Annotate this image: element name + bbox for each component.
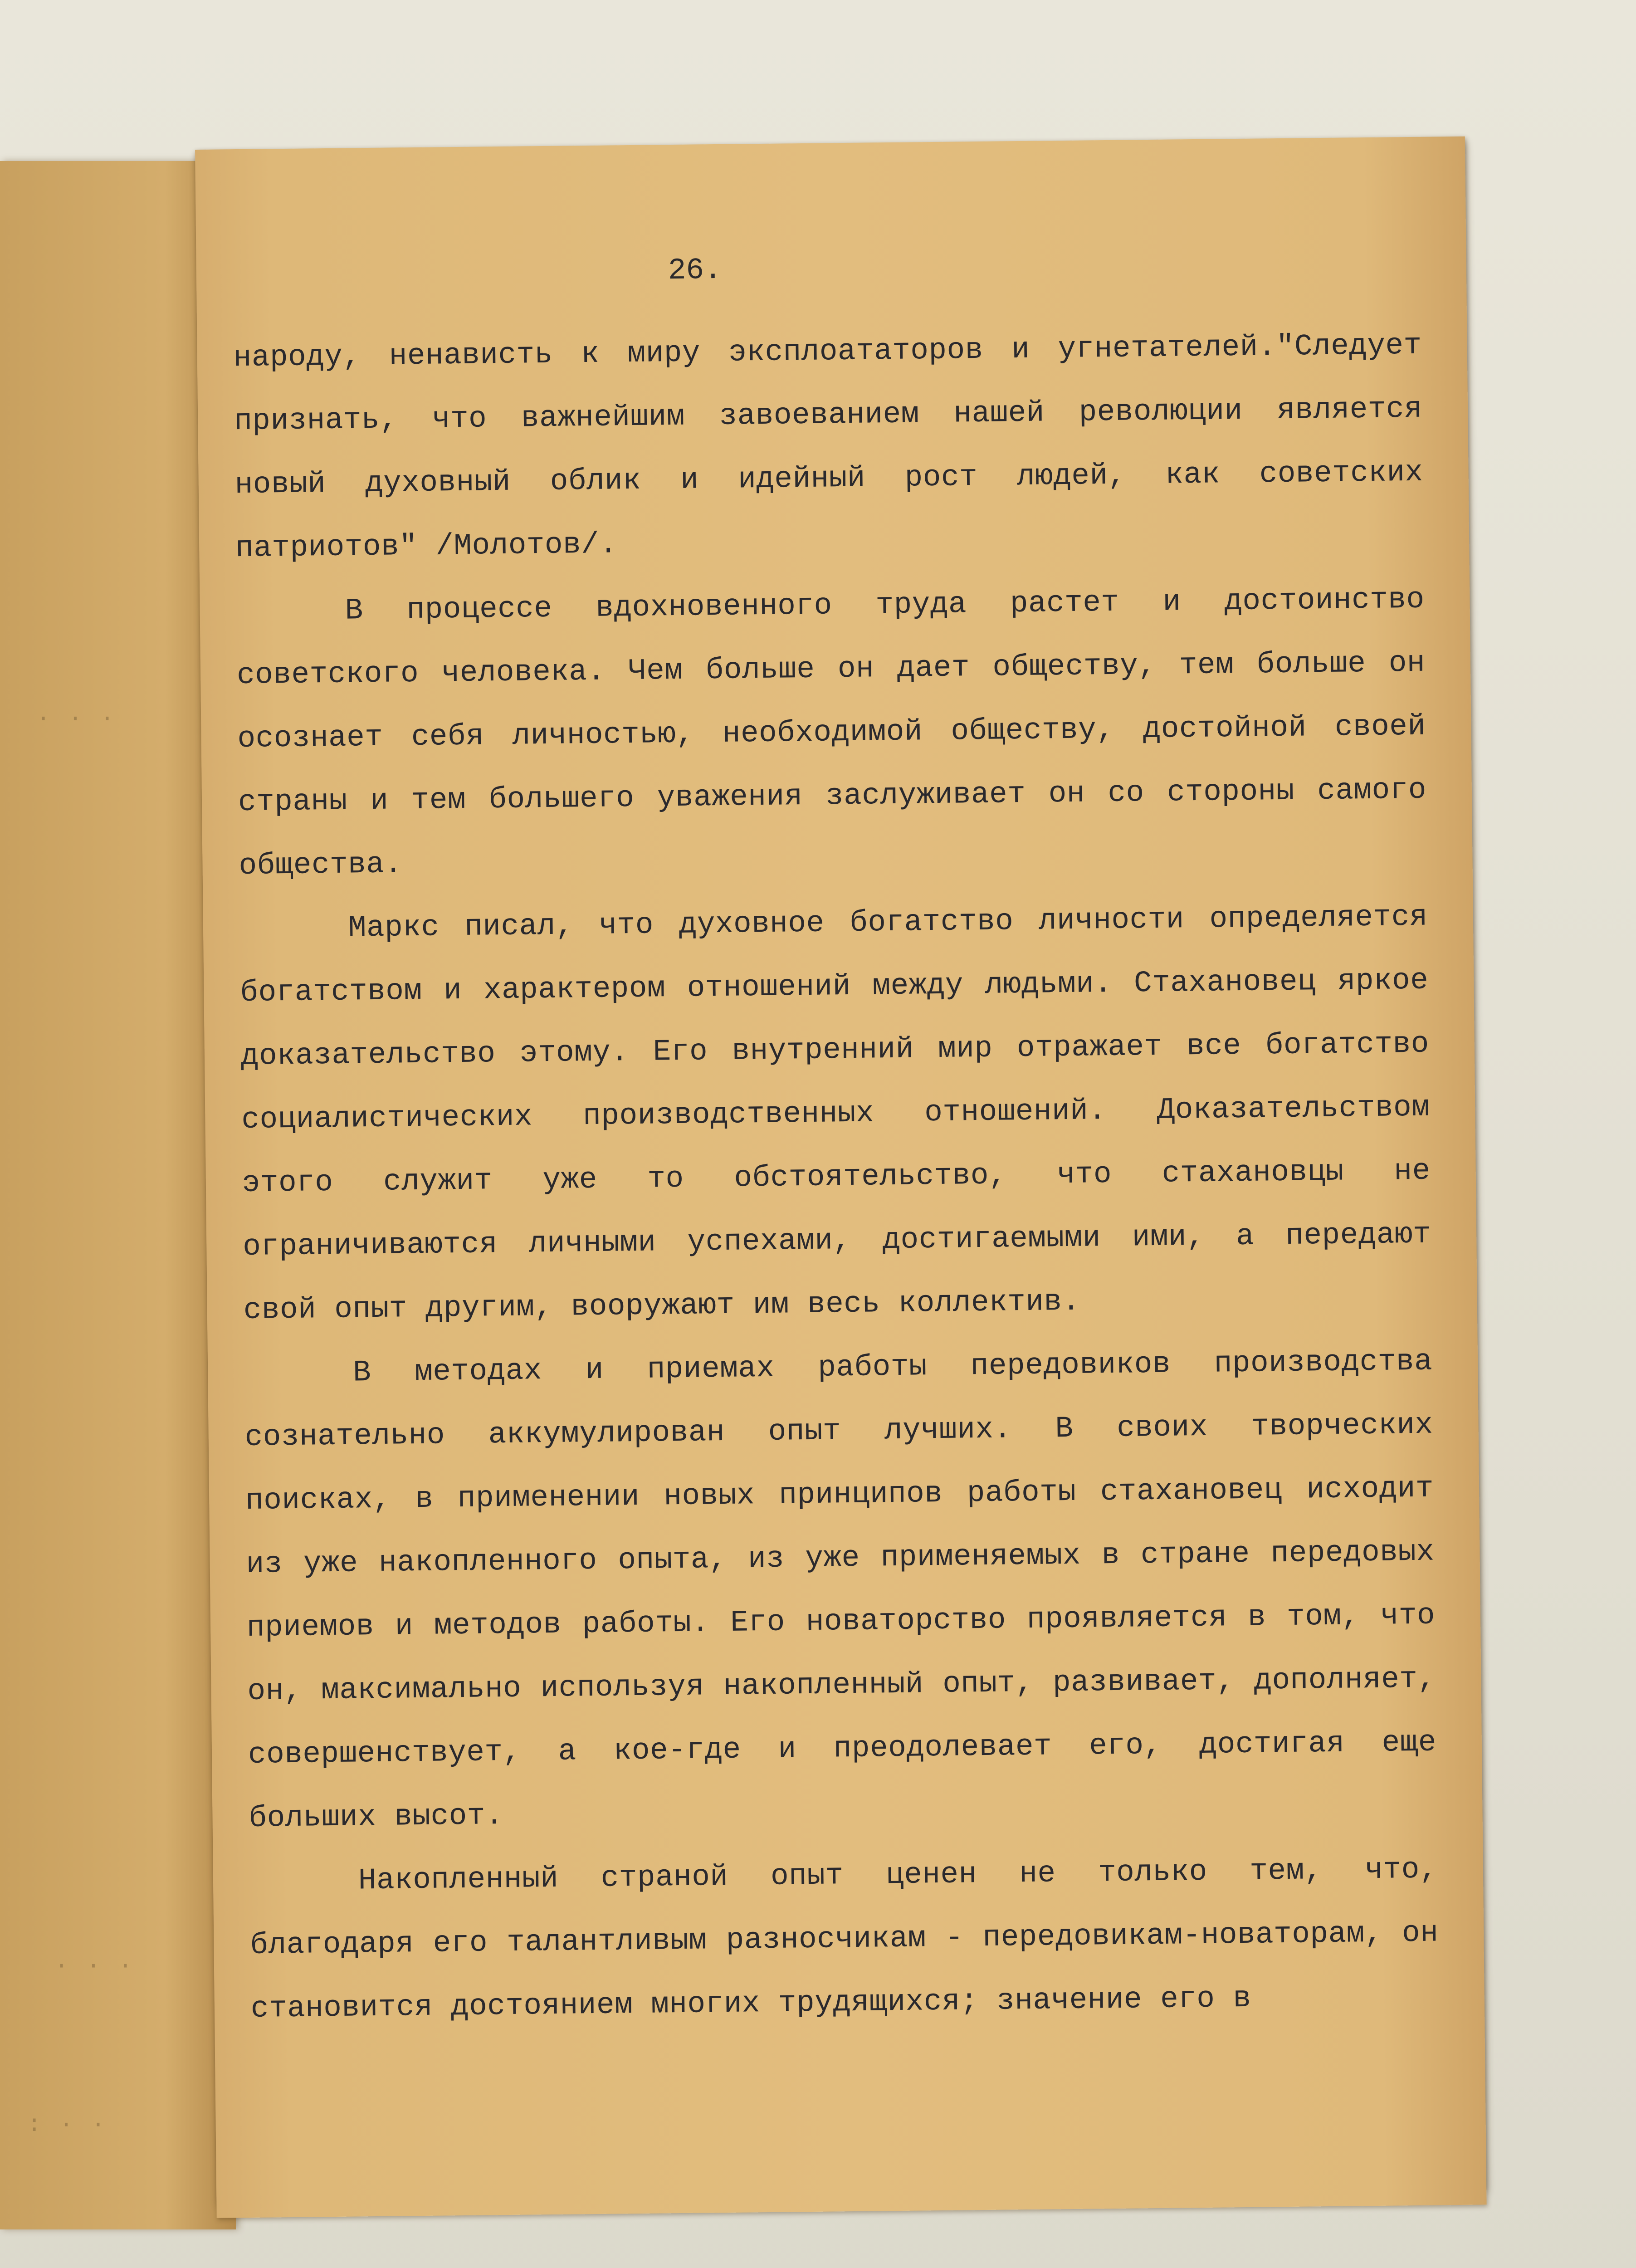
paragraph: В процессе вдохновенного труда растет и достоинство советского человека. Чем больше он дает обществу, тем больше он осознает себя личностью, необходимой обществу, достойной своей страны и тем большего уважения заслуживает он со стороны самого общества. [236,582,1427,883]
paragraph: народу, ненависть к миру эксплоататоров и угнетателей."Следует признать, что важнейшим завоеванием нашей революции является новый духовный облик и идейный рост людей, как советских патриотов" /Молотов/. [233,328,1423,566]
page-number: 26. [668,253,723,288]
typewritten-page [195,137,1487,2218]
paragraph: Маркс писал, что духовное богатство личности определяется богатством и характером отношений между людьми. Стахановец яркое доказательство этому. Его внутренний мир отражает все богатство социалистических производственных отношений. Доказательством этого служит уже то обстоятельство, что стахановцы не ограничиваются личными успехами, достигаемыми ими, а передают свой опыт другим, вооружают им весь коллектив. [240,899,1431,1328]
bleed-through-marks: · · · [54,1953,135,1980]
bleed-through-marks: · · · [36,705,117,732]
paragraph: Накопленный страной опыт ценен не только тем, что, благодаря его талантливым разносчикам - передовикам-новаторам, он становится достоянием многих трудящихся; значение его в [250,1852,1439,2026]
body-text [233,314,1439,2041]
bleed-through-marks: : · · [27,2112,107,2138]
paragraph: В методах и приемах работы передовиков производства сознательно аккумулирован опыт лучших. В своих творческих поисках, в применении новых принципов работы стахановец исходит из уже накопленного опыта, из уже применяемых в стране передовых приемов и методов работы. Его новаторство проявляется в том, что он, максимально используя накопленный опыт, развивает, дополняет, совершенствует, а кое-где и преодолевает его, достигая еще больших высот. [244,1344,1437,1835]
